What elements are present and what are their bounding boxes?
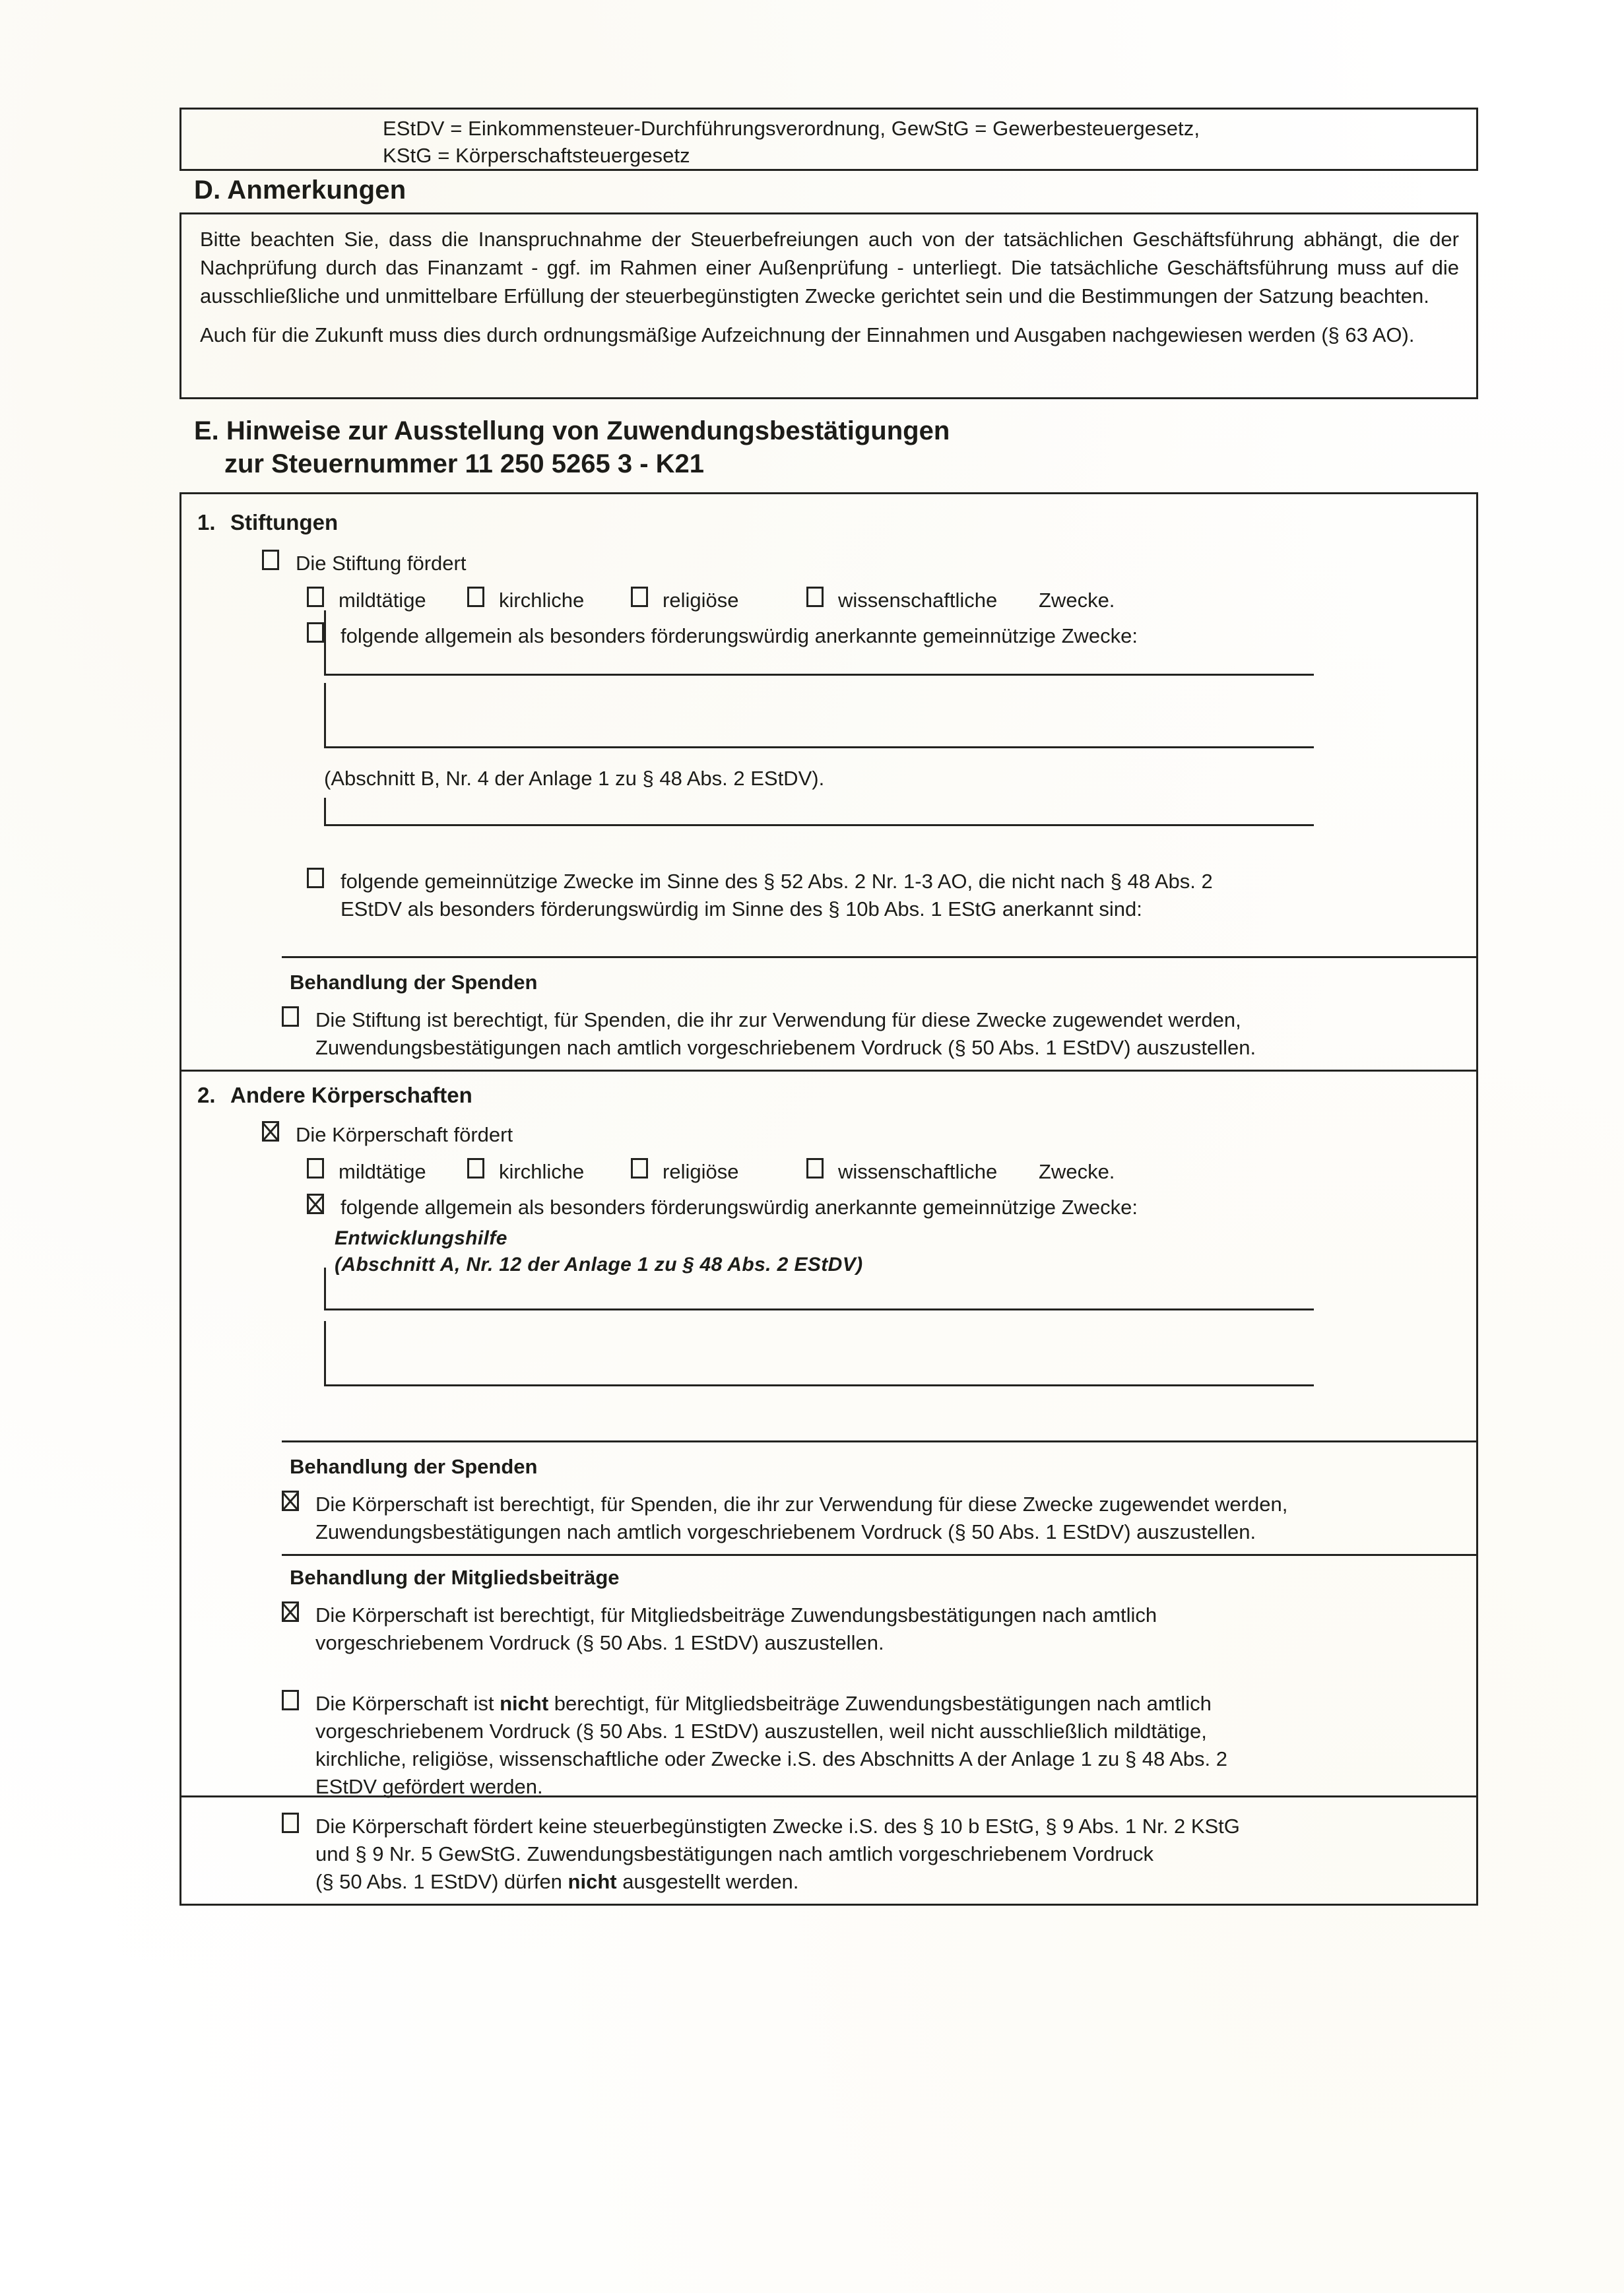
item-2-donations-text bbox=[299, 1491, 1287, 1546]
member-fees-denied-nicht: nicht bbox=[500, 1692, 549, 1715]
item-1-number: 1. bbox=[197, 510, 216, 534]
option-kirchliche-1[interactable] bbox=[467, 587, 631, 614]
write-line-2-1[interactable] bbox=[324, 1223, 1314, 1310]
checkbox-stiftung-foerdert[interactable] bbox=[262, 550, 279, 570]
option-wissenschaftliche-2[interactable] bbox=[806, 1158, 1004, 1186]
write-line-1-3[interactable] bbox=[324, 824, 1314, 826]
item-1-reference-note: (Abschnitt B, Nr. 4 der Anlage 1 zu § 48 Abs. 2 EStDV). bbox=[324, 767, 825, 790]
item-1-heading bbox=[197, 510, 338, 535]
item-2-member-fees-denied-row[interactable] bbox=[282, 1690, 1227, 1801]
member-fees-allowed-line-2: vorgeschriebenem Vordruck (§ 50 Abs. 1 EStDV) auszustellen. bbox=[315, 1631, 884, 1654]
item-2-promote-label: Die Körperschaft fördert bbox=[296, 1123, 513, 1146]
item-1-other-purposes-text bbox=[324, 868, 1213, 923]
divider-last-block-top bbox=[181, 1795, 1476, 1797]
no-privileged-line-3-part-a: (§ 50 Abs. 1 EStDV) dürfen bbox=[315, 1870, 568, 1893]
divider-item1-donations-top bbox=[282, 956, 1478, 958]
checkbox-wissenschaftliche-2[interactable] bbox=[806, 1158, 824, 1179]
option-kirchliche-2[interactable] bbox=[467, 1158, 631, 1186]
purposes-suffix-1: Zwecke. bbox=[1039, 589, 1115, 612]
abbreviation-legend-box bbox=[179, 108, 1478, 171]
option-label-mildtaetige-2: mildtätige bbox=[339, 1160, 426, 1183]
member-fees-denied-line-2: vorgeschriebenem Vordruck (§ 50 Abs. 1 EStDV) auszustellen, weil nicht ausschließlich mildtätige, bbox=[315, 1720, 1207, 1743]
item-1-purpose-options bbox=[307, 587, 1115, 614]
member-fees-denied-line-3: kirchliche, religiöse, wissenschaftliche oder Zwecke i.S. des Abschnitts A der Anlage 1 zu § 48 Abs. 2 bbox=[315, 1747, 1227, 1770]
divider-item2-memberfees-top bbox=[282, 1554, 1478, 1556]
item-1-title: Stiftungen bbox=[230, 510, 339, 534]
item-1-donations-row[interactable] bbox=[282, 1006, 1256, 1062]
write-line-1-1[interactable] bbox=[324, 674, 1314, 676]
checkbox-kirchliche-2[interactable] bbox=[467, 1158, 484, 1179]
section-d-heading: D. Anmerkungen bbox=[194, 176, 406, 205]
item-1-other-purposes-row[interactable] bbox=[307, 868, 1213, 923]
option-mildtaetige-1[interactable] bbox=[307, 587, 467, 614]
item-2-member-fees-heading: Behandlung der Mitgliedsbeiträge bbox=[290, 1566, 620, 1589]
checkbox-wissenschaftliche-1[interactable] bbox=[806, 587, 824, 607]
item-2-special-label: folgende allgemein als besonders förderungswürdig anerkannte gemeinnützige Zwecke: bbox=[341, 1196, 1138, 1219]
checkbox-besonders-foerderungswuerdig-2[interactable] bbox=[307, 1194, 324, 1214]
checkbox-religioese-2[interactable] bbox=[631, 1158, 648, 1179]
item-2-purpose-options bbox=[307, 1158, 1115, 1186]
checkbox-mildtaetige-2[interactable] bbox=[307, 1158, 324, 1179]
section-d-paragraph-1: Bitte beachten Sie, dass die Inanspruchnahme der Steuerbefreiungen auch von der tatsächlichen Geschäftsführung abhängt, die der Nachprüfung durch das Finanzamt - ggf. im Rahmen einer Außenprüfung - unterliegt. Die tatsächliche Geschäftsführung muss auf die ausschließliche und unmittelbare Erfüllung der steuerbegünstigten Zwecke gerichtet sein und die Bestimmungen der Satzung beachten. bbox=[200, 228, 1459, 307]
item-1-other-purposes-line-1: folgende gemeinnützige Zwecke im Sinne des § 52 Abs. 2 Nr. 1-3 AO, die nicht nach § 48 Abs. 2 bbox=[341, 870, 1213, 893]
option-wissenschaftliche-1[interactable] bbox=[806, 587, 1004, 614]
no-privileged-line-2: und § 9 Nr. 5 GewStG. Zuwendungsbestätigungen nach amtlich vorgeschriebenem Vordruck bbox=[315, 1842, 1154, 1865]
member-fees-allowed-line-1: Die Körperschaft ist berechtigt, für Mitgliedsbeiträge Zuwendungsbestätigungen nach amtlich bbox=[315, 1603, 1157, 1627]
checkbox-koerperschaft-foerdert[interactable] bbox=[262, 1121, 279, 1142]
option-label-wissenschaftliche-2: wissenschaftliche bbox=[838, 1160, 998, 1183]
item-1-donations-heading: Behandlung der Spenden bbox=[290, 971, 538, 994]
option-label-kirchliche-2: kirchliche bbox=[499, 1160, 585, 1183]
checkbox-besonders-foerderungswuerdig-1[interactable] bbox=[307, 622, 324, 643]
item-1-donations-line-2: Zuwendungsbestätigungen nach amtlich vorgeschriebenem Vordruck (§ 50 Abs. 1 EStDV) auszustellen. bbox=[315, 1036, 1256, 1059]
item-2-special-row[interactable] bbox=[307, 1194, 1138, 1221]
item-2-no-privileged-row[interactable] bbox=[282, 1813, 1240, 1896]
abbreviation-line-1: EStDV = Einkommensteuer-Durchführungsverordnung, GewStG = Gewerbesteuergesetz, bbox=[383, 117, 1200, 140]
no-privileged-line-3-part-b: ausgestellt werden. bbox=[616, 1870, 799, 1893]
section-e-heading-line-2: zur Steuernummer 11 250 5265 3 - K21 bbox=[224, 449, 705, 478]
section-e-main-frame bbox=[179, 492, 1478, 1906]
item-2-member-fees-allowed-text bbox=[299, 1601, 1157, 1657]
checkbox-stiftung-spenden-berechtigt[interactable] bbox=[282, 1006, 299, 1027]
option-religioese-2[interactable] bbox=[631, 1158, 806, 1186]
option-label-religioese-2: religiöse bbox=[663, 1160, 739, 1183]
item-1-donations-text bbox=[299, 1006, 1256, 1062]
option-religioese-1[interactable] bbox=[631, 587, 806, 614]
write-line-1-2[interactable] bbox=[324, 746, 1314, 748]
filled-purpose-line-2: (Abschnitt A, Nr. 12 der Anlage 1 zu § 48 Abs. 2 EStDV) bbox=[335, 1254, 863, 1276]
checkbox-keine-steuerbeguenstigten-zwecke[interactable] bbox=[282, 1813, 299, 1833]
item-1-other-purposes-line-2: EStDV als besonders förderungswürdig im Sinne des § 10b Abs. 1 EStG anerkannt sind: bbox=[341, 897, 1142, 920]
write-line-2-2[interactable] bbox=[324, 1384, 1314, 1386]
member-fees-denied-line-4: EStDV gefördert werden. bbox=[315, 1775, 543, 1798]
item-1-special-row[interactable] bbox=[307, 622, 1138, 650]
item-1-promote-row[interactable] bbox=[262, 550, 466, 577]
item-1-special-label: folgende allgemein als besonders förderungswürdig anerkannte gemeinnützige Zwecke: bbox=[341, 624, 1138, 647]
divider-item1-bottom bbox=[181, 1070, 1476, 1072]
option-label-wissenschaftliche-1: wissenschaftliche bbox=[838, 589, 998, 612]
item-2-donations-heading: Behandlung der Spenden bbox=[290, 1455, 538, 1478]
item-2-title: Andere Körperschaften bbox=[230, 1083, 472, 1107]
checkbox-gemeinnuetzige-zwecke-52ao-1[interactable] bbox=[307, 868, 324, 888]
section-e-heading-line-1: E. Hinweise zur Ausstellung von Zuwendungsbestätigungen bbox=[194, 416, 950, 445]
item-2-promote-row[interactable] bbox=[262, 1121, 513, 1149]
item-2-heading bbox=[197, 1083, 472, 1108]
checkbox-mildtaetige-1[interactable] bbox=[307, 587, 324, 607]
option-mildtaetige-2[interactable] bbox=[307, 1158, 467, 1186]
checkbox-koerperschaft-spenden-berechtigt[interactable] bbox=[282, 1491, 299, 1511]
item-1-promote-label: Die Stiftung fördert bbox=[296, 552, 467, 575]
item-2-member-fees-allowed-row[interactable] bbox=[282, 1601, 1157, 1657]
section-d-paragraph-2: Auch für die Zukunft muss dies durch ordnungsmäßige Aufzeichnung der Einnahmen und Ausgaben nachgewiesen werden (§ 63 AO). bbox=[200, 323, 1415, 346]
option-label-religioese-1: religiöse bbox=[663, 589, 739, 612]
no-privileged-nicht: nicht bbox=[568, 1870, 617, 1893]
member-fees-denied-line-1-part-b: berechtigt, für Mitgliedsbeiträge Zuwendungsbestätigungen nach amtlich bbox=[548, 1692, 1212, 1715]
member-fees-denied-line-1-part-a: Die Körperschaft ist bbox=[315, 1692, 500, 1715]
option-label-mildtaetige-1: mildtätige bbox=[339, 589, 426, 612]
section-d-notes-box bbox=[179, 212, 1478, 399]
item-1-donations-line-1: Die Stiftung ist berechtigt, für Spenden, die ihr zur Verwendung für diese Zwecke zugewendet werden, bbox=[315, 1008, 1241, 1031]
item-2-number: 2. bbox=[197, 1083, 216, 1107]
checkbox-mitgliedsbeitraege-nicht-berechtigt[interactable] bbox=[282, 1690, 299, 1710]
option-label-kirchliche-1: kirchliche bbox=[499, 589, 585, 612]
item-2-donations-line-1: Die Körperschaft ist berechtigt, für Spenden, die ihr zur Verwendung für diese Zwecke zugewendet werden, bbox=[315, 1493, 1288, 1516]
section-e-heading bbox=[194, 414, 1184, 480]
item-2-donations-line-2: Zuwendungsbestätigungen nach amtlich vorgeschriebenem Vordruck (§ 50 Abs. 1 EStDV) auszustellen. bbox=[315, 1520, 1256, 1543]
filled-purpose-line-1: Entwicklungshilfe bbox=[335, 1227, 507, 1249]
item-2-donations-row[interactable] bbox=[282, 1491, 1287, 1546]
checkbox-religioese-1[interactable] bbox=[631, 587, 648, 607]
no-privileged-line-1: Die Körperschaft fördert keine steuerbegünstigten Zwecke i.S. des § 10 b EStG, § 9 Abs. 1 Nr. 2 KStG bbox=[315, 1815, 1240, 1838]
checkbox-mitgliedsbeitraege-berechtigt[interactable] bbox=[282, 1601, 299, 1622]
checkbox-kirchliche-1[interactable] bbox=[467, 587, 484, 607]
divider-item2-donations-top bbox=[282, 1440, 1478, 1442]
item-2-member-fees-denied-text bbox=[299, 1690, 1227, 1801]
purposes-suffix-2: Zwecke. bbox=[1039, 1160, 1115, 1183]
abbreviation-line-2: KStG = Körperschaftsteuergesetz bbox=[383, 144, 690, 167]
item-2-no-privileged-text bbox=[299, 1813, 1240, 1896]
